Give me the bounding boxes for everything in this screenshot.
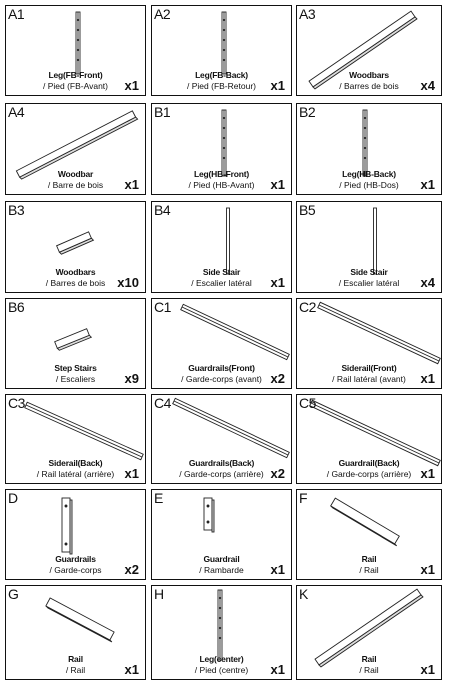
part-code: D bbox=[8, 490, 18, 506]
part-name: Step Stairs bbox=[54, 363, 97, 373]
part-name: Rail bbox=[68, 654, 83, 664]
part-cell bbox=[296, 298, 442, 389]
parts-grid bbox=[5, 5, 442, 682]
part-subtitle: / Barre de bois bbox=[47, 180, 104, 190]
part-name: Woodbars bbox=[349, 70, 389, 80]
part-name: Woodbar bbox=[57, 169, 94, 179]
part-name: Leg(HB-Front) bbox=[194, 169, 249, 179]
part-quantity: x1 bbox=[420, 371, 435, 386]
vertical-leg-icon bbox=[76, 12, 80, 74]
part-subtitle: / Rail bbox=[359, 565, 379, 575]
long-rail-icon bbox=[318, 302, 441, 363]
long-rail-icon bbox=[173, 398, 290, 457]
part-name: Leg(FB-Front) bbox=[48, 70, 103, 80]
part-cell bbox=[151, 103, 292, 195]
part-subtitle: / Garde-corps bbox=[49, 565, 102, 575]
part-subtitle: / Escalier latéral bbox=[191, 278, 252, 288]
short-plank-icon bbox=[204, 498, 214, 532]
part-code: C4 bbox=[154, 395, 171, 411]
part-cell bbox=[5, 201, 146, 293]
part-quantity: x1 bbox=[124, 177, 139, 192]
part-code: B2 bbox=[299, 104, 316, 120]
part-name: Rail bbox=[361, 654, 377, 664]
part-quantity: x2 bbox=[270, 466, 285, 481]
part-quantity: x1 bbox=[270, 562, 285, 577]
part-cell bbox=[5, 5, 146, 96]
long-rail-icon bbox=[310, 400, 441, 465]
part-quantity: x1 bbox=[270, 177, 285, 192]
part-subtitle: / Rambarde bbox=[199, 565, 244, 575]
part-quantity: x1 bbox=[420, 177, 435, 192]
part-cell bbox=[5, 394, 146, 484]
part-code: B3 bbox=[8, 202, 25, 218]
part-cell bbox=[151, 201, 292, 293]
part-subtitle: / Rail bbox=[359, 665, 379, 675]
part-quantity: x4 bbox=[420, 275, 435, 290]
part-code: B1 bbox=[154, 104, 171, 120]
part-code: B5 bbox=[299, 202, 316, 218]
part-code: K bbox=[299, 586, 308, 602]
part-name: Woodbars bbox=[55, 267, 96, 277]
part-name: Leg(HB-Back) bbox=[342, 169, 396, 179]
part-name: Guardrail bbox=[203, 554, 240, 564]
part-code: B4 bbox=[154, 202, 171, 218]
part-code: H bbox=[154, 586, 164, 602]
part-cell bbox=[5, 489, 146, 580]
part-cell bbox=[296, 201, 442, 293]
long-rail-icon bbox=[181, 304, 290, 359]
part-name: Guardrail(Back) bbox=[338, 458, 400, 468]
part-quantity: x10 bbox=[117, 275, 139, 290]
part-code: A2 bbox=[154, 6, 171, 22]
part-subtitle: / Pied (FB-Avant) bbox=[42, 81, 109, 91]
vertical-leg-icon bbox=[222, 110, 226, 176]
part-cell bbox=[296, 5, 442, 96]
part-code: C1 bbox=[154, 299, 171, 315]
part-name: Side Stair bbox=[202, 267, 241, 277]
part-subtitle: / Barres de bois bbox=[339, 81, 399, 91]
part-code: B6 bbox=[8, 299, 25, 315]
part-subtitle: / Garde-corps (arrière) bbox=[326, 469, 412, 479]
part-quantity: x1 bbox=[270, 78, 285, 93]
part-quantity: x1 bbox=[124, 662, 139, 677]
part-name: Side Stair bbox=[350, 267, 388, 277]
part-code: F bbox=[299, 490, 308, 506]
part-name: Siderail(Front) bbox=[341, 363, 397, 373]
vertical-leg-icon bbox=[222, 12, 226, 74]
short-bar-icon bbox=[55, 329, 92, 350]
vertical-post-icon bbox=[374, 208, 377, 274]
part-name: Leg(center) bbox=[199, 654, 244, 664]
part-cell bbox=[151, 5, 292, 96]
part-quantity: x2 bbox=[124, 562, 139, 577]
part-code: A3 bbox=[299, 6, 316, 22]
part-quantity: x1 bbox=[420, 562, 435, 577]
part-code: A4 bbox=[8, 104, 25, 120]
part-subtitle: / Garde-corps (avant) bbox=[181, 374, 262, 384]
part-cell bbox=[151, 394, 292, 484]
part-subtitle: / Pied (HB-Dos) bbox=[339, 180, 399, 190]
part-subtitle: / Rail latéral (arrière) bbox=[36, 469, 115, 479]
part-cell bbox=[151, 489, 292, 580]
vertical-post-icon bbox=[227, 208, 230, 274]
part-quantity: x1 bbox=[270, 662, 285, 677]
part-subtitle: / Rail bbox=[65, 665, 86, 675]
part-name: Siderail(Back) bbox=[48, 458, 103, 468]
part-quantity: x9 bbox=[124, 371, 139, 386]
part-cell bbox=[296, 103, 442, 195]
part-name: Leg(FB-Back) bbox=[195, 70, 248, 80]
part-name: Guardrails(Front) bbox=[188, 363, 255, 373]
part-subtitle: / Garde-corps (arrière) bbox=[179, 469, 264, 479]
part-quantity: x2 bbox=[270, 371, 285, 386]
part-quantity: x1 bbox=[270, 275, 285, 290]
short-bar-icon bbox=[57, 232, 94, 254]
part-quantity: x1 bbox=[420, 466, 435, 481]
part-code: A1 bbox=[8, 6, 25, 22]
part-subtitle: / Pied (centre) bbox=[194, 665, 249, 675]
part-cell bbox=[5, 585, 146, 680]
part-cell bbox=[296, 489, 442, 580]
part-cell bbox=[151, 298, 292, 389]
part-quantity: x1 bbox=[420, 662, 435, 677]
part-cell bbox=[5, 103, 146, 195]
part-subtitle: / Pied (HB-Avant) bbox=[188, 180, 255, 190]
part-cell bbox=[5, 298, 146, 389]
short-plank-icon bbox=[62, 498, 72, 554]
part-cell bbox=[296, 585, 442, 680]
part-name: Rail bbox=[361, 554, 377, 564]
part-code: C2 bbox=[299, 299, 316, 315]
part-code: E bbox=[154, 490, 163, 506]
part-subtitle: / Pied (FB-Retour) bbox=[187, 81, 256, 91]
part-subtitle: / Escalier latéral bbox=[338, 278, 400, 288]
medium-rail-icon bbox=[331, 498, 400, 546]
part-quantity: x4 bbox=[420, 78, 435, 93]
part-name: Guardrails bbox=[55, 554, 96, 564]
long-rail-icon bbox=[25, 402, 143, 459]
part-subtitle: / Escaliers bbox=[55, 374, 96, 384]
part-subtitle: / Rail latéral (avant) bbox=[332, 374, 406, 384]
medium-rail-icon bbox=[46, 598, 114, 642]
part-subtitle: / Barres de bois bbox=[45, 278, 106, 288]
vertical-leg-icon bbox=[218, 590, 222, 660]
part-code: C5 bbox=[299, 395, 316, 411]
part-code: C3 bbox=[8, 395, 25, 411]
part-name: Guardrails(Back) bbox=[188, 458, 255, 468]
part-quantity: x1 bbox=[124, 78, 139, 93]
part-quantity: x1 bbox=[124, 466, 139, 481]
part-code: G bbox=[8, 586, 19, 602]
part-cell bbox=[296, 394, 442, 484]
vertical-leg-icon bbox=[363, 110, 367, 176]
part-cell bbox=[151, 585, 292, 680]
